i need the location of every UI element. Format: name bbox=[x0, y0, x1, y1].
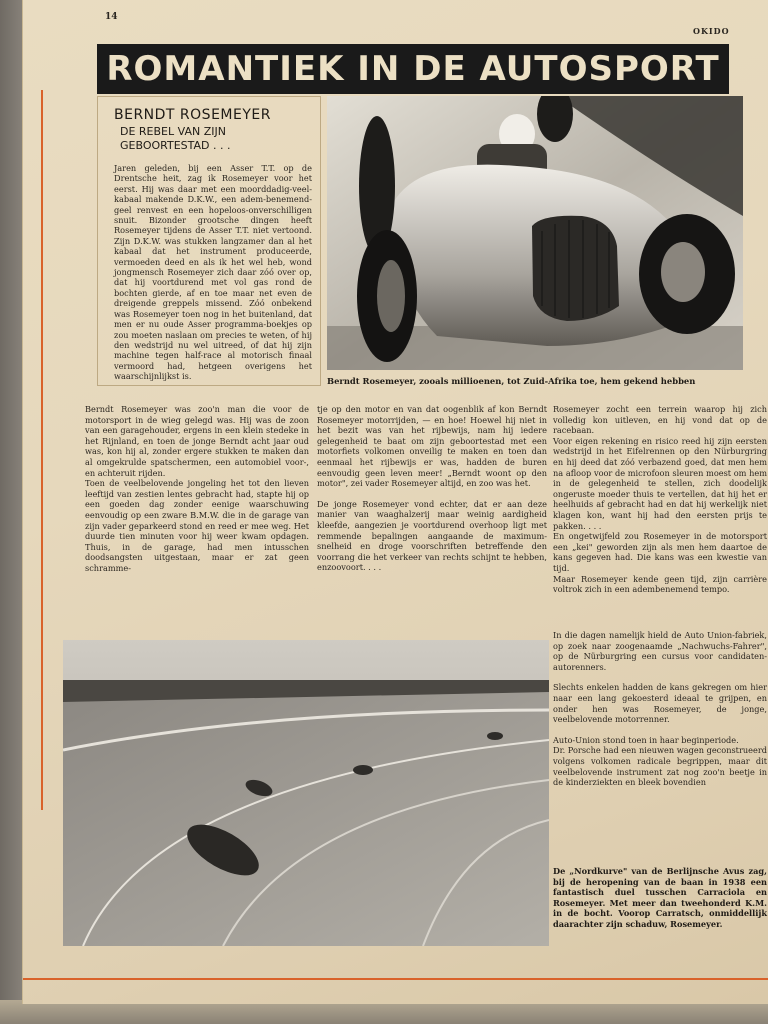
orange-rule-left bbox=[41, 90, 43, 810]
car-photo-caption: Berndt Rosemeyer, zooals millioenen, tot Zuid-Afrika toe, hem gekend hebben bbox=[327, 376, 696, 386]
column-3-lower-paragraph-3: Auto-Union stond toen in haar beginperiode. bbox=[553, 734, 739, 745]
page-number: 14 bbox=[105, 12, 118, 22]
column-1-paragraph-1: Berndt Rosemeyer was zoo'n man die voor de motorsport in de wieg gelegd was. Hij was de zoon van een garagehouder, ergens in een klein stedeke in het Rijnland, en toen de jonge Berndt acht jaar oud was, kon hij al, zonder ergere stukken te maken dan al omgekrulde spatschermen, een automobiel voor-, en achteruit rijden. bbox=[85, 404, 309, 478]
magazine-name: OKIDO bbox=[693, 26, 730, 36]
race-track-photo bbox=[63, 640, 549, 946]
kicker-subtitle: DE REBEL VAN ZIJN GEBOORTESTAD . . . bbox=[120, 125, 231, 152]
column-1-paragraph-2: Toen de veelbelovende jongeling het tot den lieven leeftijd van zestien lentes gebracht had, stapte hij op een goeden dag zonder eenige waarschuwing eenvoudig op een zware B.M.W. die in de garage van zijn vader geparkeerd stond en reed er mee weg. Het duurde tien minuten voor hij weer kwam opdagen. Thuis, in de garage, had men intusschen doodsangsten uitgestaan, maar er zat geen schramme- bbox=[85, 478, 309, 573]
column-3-paragraph-3: En ongetwijfeld zou Rosemeyer in de motorsport een „kei" geworden zijn als men hem daartoe de kans gegeven had. Die kans was een kwestie van tijd. bbox=[553, 531, 767, 573]
magazine-page bbox=[22, 0, 768, 1004]
race-car-photo bbox=[327, 96, 743, 370]
column-2 bbox=[317, 404, 547, 573]
column-3-lower-paragraph-4: Dr. Porsche had een nieuwen wagen geconstrueerd volgens volkomen radicale begrippen, maar dit veelbelovende instrument zat nog zoo'n beetje in de kinderziekten en bleek bovendien bbox=[553, 745, 767, 788]
column-3-lower-paragraph-1: In die dagen namelijk hield de Auto Union-fabriek, op zoek naar zoogenaamde „Nachwuchs-Fahrer", op de Nürburgring een cursus voor candidaten-autorenners. bbox=[553, 630, 767, 672]
column-3-paragraph-2: Voor eigen rekening en risico reed hij zijn eersten wedstrijd in het Eifelrennen op den Nürburgring en hij deed dat zóó verbazend goed, dat men hem na afloop voor de microfoon sleuren moest om hem in de gelegenheid te stellen, zich doodelijk ongeruste moeder thuis te vertellen, dat hij het er heelhuids af gebracht had en dat hij werkelijk niet klagen kon, want hij had den eersten prijs te pakken. . . . bbox=[553, 435, 767, 531]
track-photo-caption: De „Nordkurve" van de Berlijnsche Avus zag, bij de heropening van de baan in 1938 een fantastisch duel tusschen Carraciola en Rosemeyer. Met meer dan tweehonderd K.M. in de bocht. Voorop Carratsch, onmiddellijk daarachter zijn schaduw, Rosemeyer. bbox=[553, 866, 767, 929]
race-car-illustration bbox=[327, 96, 743, 370]
column-2-paragraph-2: De jonge Rosemeyer vond echter, dat er aan deze manier van waaghalzerij maar weinig aardigheid kleefde, aangezien je voortdurend overhoop ligt met remmende bepalingen aangaande de maximum-snelheid en droge voorschriften betreffende den voorrang die het verkeer van rechts schijnt te hebben, enzoovoort. . . . bbox=[317, 498, 547, 573]
column-3-lower bbox=[553, 630, 767, 788]
column-3-paragraph-4: Maar Rosemeyer kende geen tijd, zijn carrière voltrok zich in een adembenemend tempo. bbox=[553, 573, 767, 595]
column-3-lower-paragraph-2: Slechts enkelen hadden de kans gekregen om hier naar een lang gekoesterd ideaal te grijpen, en onder hen was Rosemeyer, de jonge, veelbelovende motorrenner. bbox=[553, 682, 767, 725]
column-3 bbox=[553, 404, 767, 595]
column-1 bbox=[85, 404, 309, 574]
column-2-paragraph-1: tje op den motor en van dat oogenblik af kon Berndt Rosemeyer motorrijden, — en hoe! Hoewel hij niet in het bezit was van het rijbewijs, nam hij iedere gelegenheid te baat om zijn geboortestad met een motorfiets volkomen onveilig te maken en toen dan eenmaal het rijbewijs er was, hadden de buren eenvoudig geen leven meer! „Berndt woont op den motor", zei vader Rosemeyer altijd, en zoo was het. bbox=[317, 404, 547, 489]
headline-bar bbox=[97, 44, 729, 94]
intro-text: Jaren geleden, bij een Asser T.T. op de Drentsche heit, zag ik Rosemeyer voor het eerst. Hij was daar met een moorddadig-veel-kabaal makende D.K.W., een adem-benemend-geel renvest en een hopeloos-onverschilligen snuit. Bizonder grootsche dingen heeft Rosemeyer tijdens de Asser T.T. niet vertoond. Zijn D.K.W. was stukken langzamer dan al het kabaal dat het instrument produceerde, vermoeden deed en als ik het wel heb, wond jongmensch Rosemeyer zich daar zóó over op, dat hij voortdurend met vol gas rond de bochten gierde, af en toe maar net even de dreigende greppels missend. Zóó onbekend was Rosemeyer toen nog in het buitenland, dat men er nu oude Asser programma-boekjes op zou moeten naslaan om precies te weten, of hij den wedstrijd nu wel uitreed, of dat hij zijn machine tegen half-race al motorisch finaal vermoord had, hetgeen overigens het waarschijnlijkst is. bbox=[114, 163, 312, 382]
orange-rule-bottom bbox=[23, 978, 768, 980]
kicker-name: BERNDT ROSEMEYER bbox=[114, 107, 271, 123]
column-3-paragraph-1: Rosemeyer zocht een terrein waarop hij zich volledig kon uitleven, en hij vond dat op de racebaan. bbox=[553, 404, 767, 436]
race-track-illustration bbox=[63, 640, 549, 946]
headline: ROMANTIEK IN DE AUTOSPORT bbox=[106, 49, 720, 89]
intro-box bbox=[97, 96, 321, 386]
